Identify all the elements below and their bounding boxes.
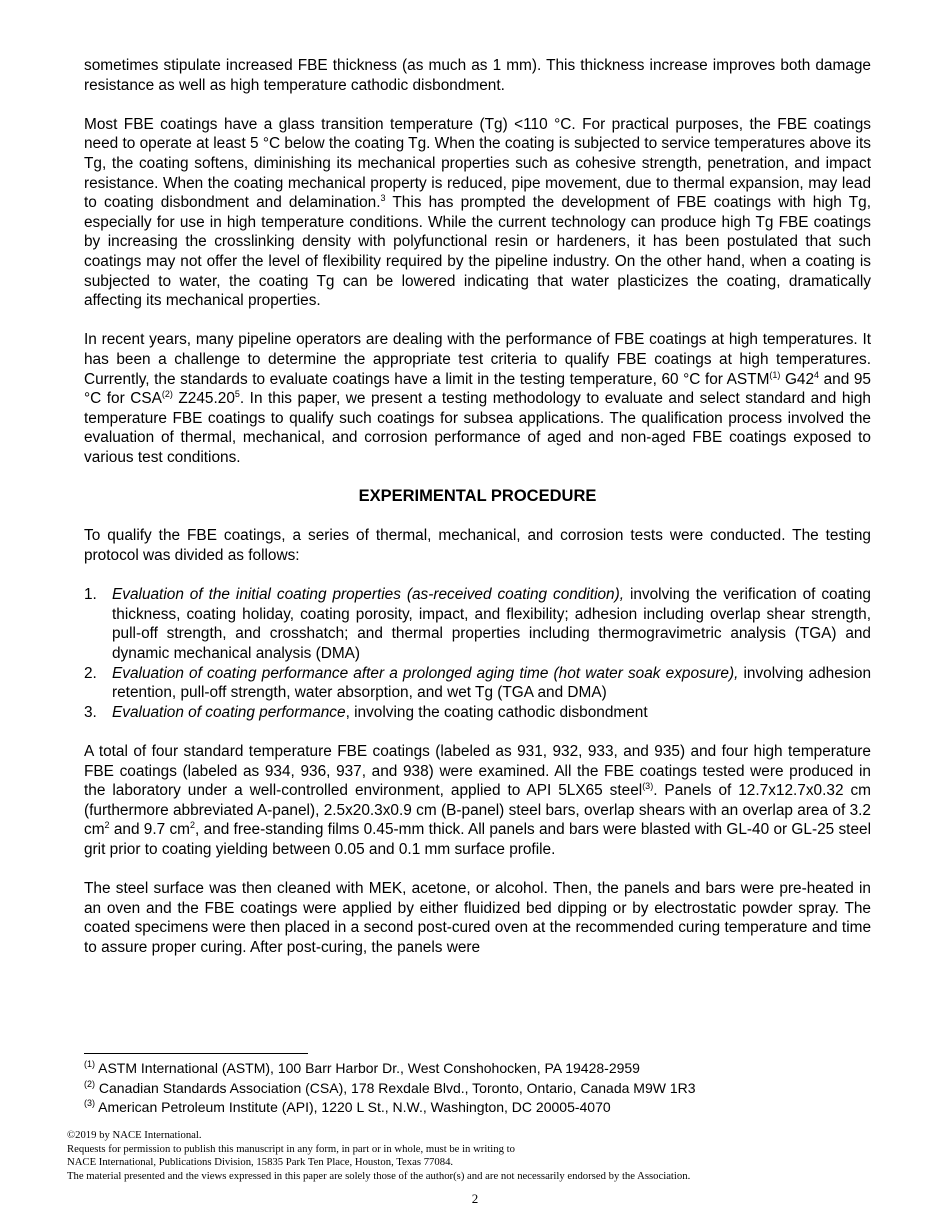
legal-line: NACE International, Publications Division, 15835 Park Ten Place, Houston, Texas 77084.: [67, 1156, 454, 1169]
reference-mark: 4: [814, 369, 820, 380]
superscript: 2: [104, 820, 110, 831]
list-item: 1. Evaluation of the initial coating properties (as-received coating condition), involving the verification of coating thickness, coating holiday, coating porosity, impact, and flexibility; adhesion including overlap shear strength, pull-off strength, and crosshatch; and thermal properties including thermogravimetric analysis (TGA) and dynamic mechanical analysis (DMA): [84, 586, 871, 663]
paragraph: sometimes stipulate increased FBE thickness (as much as 1 mm). This thickness increase improves both damage resistance as well as high temperature cathodic disbondment.: [84, 57, 871, 94]
footnote: $^{(3)}$ American Petroleum Institute (API), 1220 L St., N.W., Washington, DC 20005-4070: [84, 1098, 611, 1115]
paragraph: The steel surface was then cleaned with MEK, acetone, or alcohol. Then, the panels and bars were pre-heated in an oven and the FBE coatings were applied by either fluidized bed dipping or by electrostatic powder spray. The coated specimens were then placed in a second post-cured oven at the recommended curing temperature and time to assure proper curing. After post-curing, the panels were: [84, 880, 871, 956]
legal-line: ©2019 by NACE International.: [67, 1129, 202, 1141]
list-item: 3. Evaluation of coating performance, involving the coating cathodic disbondment: [84, 703, 648, 721]
paragraph: To qualify the FBE coatings, a series of thermal, mechanical, and corrosion tests were conducted. The testing protocol was divided as follows:: [84, 527, 871, 565]
reference-mark: 5: [234, 389, 240, 400]
footnote-mark: (1): [769, 369, 781, 380]
superscript: 2: [190, 820, 196, 831]
legal-line: The material presented and the views expressed in this paper are solely those of the author(s) and are not necessarily endorsed by the Association.: [67, 1169, 691, 1182]
footnotes: [84, 1059, 884, 1118]
legal-line: Requests for permission to publish this manuscript in any form, in part or in whole, must be in writing to: [67, 1142, 515, 1155]
footnote: $^{(1)}$ ASTM International (ASTM), 100 Barr Harbor Dr., West Conshohocken, PA 19428-2959: [84, 1059, 640, 1076]
footnote-mark: (3): [642, 781, 654, 792]
page-body: [84, 56, 871, 958]
footnote: $^{(2)}$ Canadian Standards Association (CSA), 178 Rexdale Blvd., Toronto, Ontario, Canada M9W 1R3: [84, 1078, 696, 1096]
section-heading: EXPERIMENTAL PROCEDURE: [358, 487, 597, 506]
list-item: 2. Evaluation of coating performance after a prolonged aging time (hot water soak exposure), involving adhesion retention, pull-off strength, water absorption, and wet Tg (TGA and DMA): [84, 664, 871, 702]
reference-mark: 3: [380, 193, 386, 204]
footnote-mark: (2): [161, 389, 173, 400]
paragraph: Most FBE coatings have a glass transition temperature (Tg) <110 °C. For practical purposes, the FBE coatings need to operate at least 5 °C below the coating Tg. When the coating is subjected to service temperatures above its Tg, the coating softens, diminishing its mechanical properties such as cohesive strength, penetration, and impact resistance. When the coating mechanical property is reduced, pipe movement, due to thermal expansion, may lead to coating disbondment and delamination.$^3$ This has prompted the development of FBE coatings with high Tg, especially for use in high temperature conditions. While the current technology can produce high Tg FBE coatings by increasing the crosslinking density with polyfunctional resin or hardeners, it has been postulated that such coatings may not offer the level of flexibility required by the pipeline industry. On the other hand, when a coating is subjected to water, the coating Tg can be lowered indicating that water plasticizes the coating, dramatically affecting its mechanical properties.: [84, 115, 871, 310]
footnote-divider: [84, 1053, 308, 1054]
page-number: 2: [471, 1191, 479, 1206]
copyright-notice: [67, 1129, 887, 1183]
paragraph: In recent years, many pipeline operators are dealing with the performance of FBE coatings at high temperatures. It has been a challenge to determine the appropriate test criteria to qualify FBE coatings at high temperatures. Currently, the standards to evaluate coatings have a limit in the testing temperature, 60 °C for ASTM$^{(1)}$ $G42^4$ and 95 °C for CSA$^{(2)}$ Z245.20$^5$. In this paper, we present a testing methodology to evaluate and select standard and high temperature FBE coatings to qualify such coatings for subsea applications. The qualification process involved the evaluation of thermal, mechanical, and corrosion performance of aged and non-aged FBE coatings exposed to various test conditions.: [84, 331, 871, 466]
protocol-list: [84, 585, 871, 722]
paragraph: A total of four standard temperature FBE coatings (labeled as 931, 932, 933, and 935) and four high temperature FBE coatings (labeled as 934, 936, 937, and 938) were examined. All the FBE coatings tested were produced in the laboratory under a well-controlled environment, applied to API 5LX65 steel$^{(3)}$. Panels of 12.7x12.7x0.32 cm (furthermore abbreviated A-panel), 2.5x20.3x0.9 cm (B-panel) steel bars, overlap shears with an overlap area of 3.2 $cm^2$ and 9.7 $cm^2$, and free-standing films 0.45-mm thick. All panels and bars were blasted with GL-40 or GL-25 steel grit prior to coating yielding between 0.05 and 0.1 mm surface profile.: [84, 743, 871, 858]
